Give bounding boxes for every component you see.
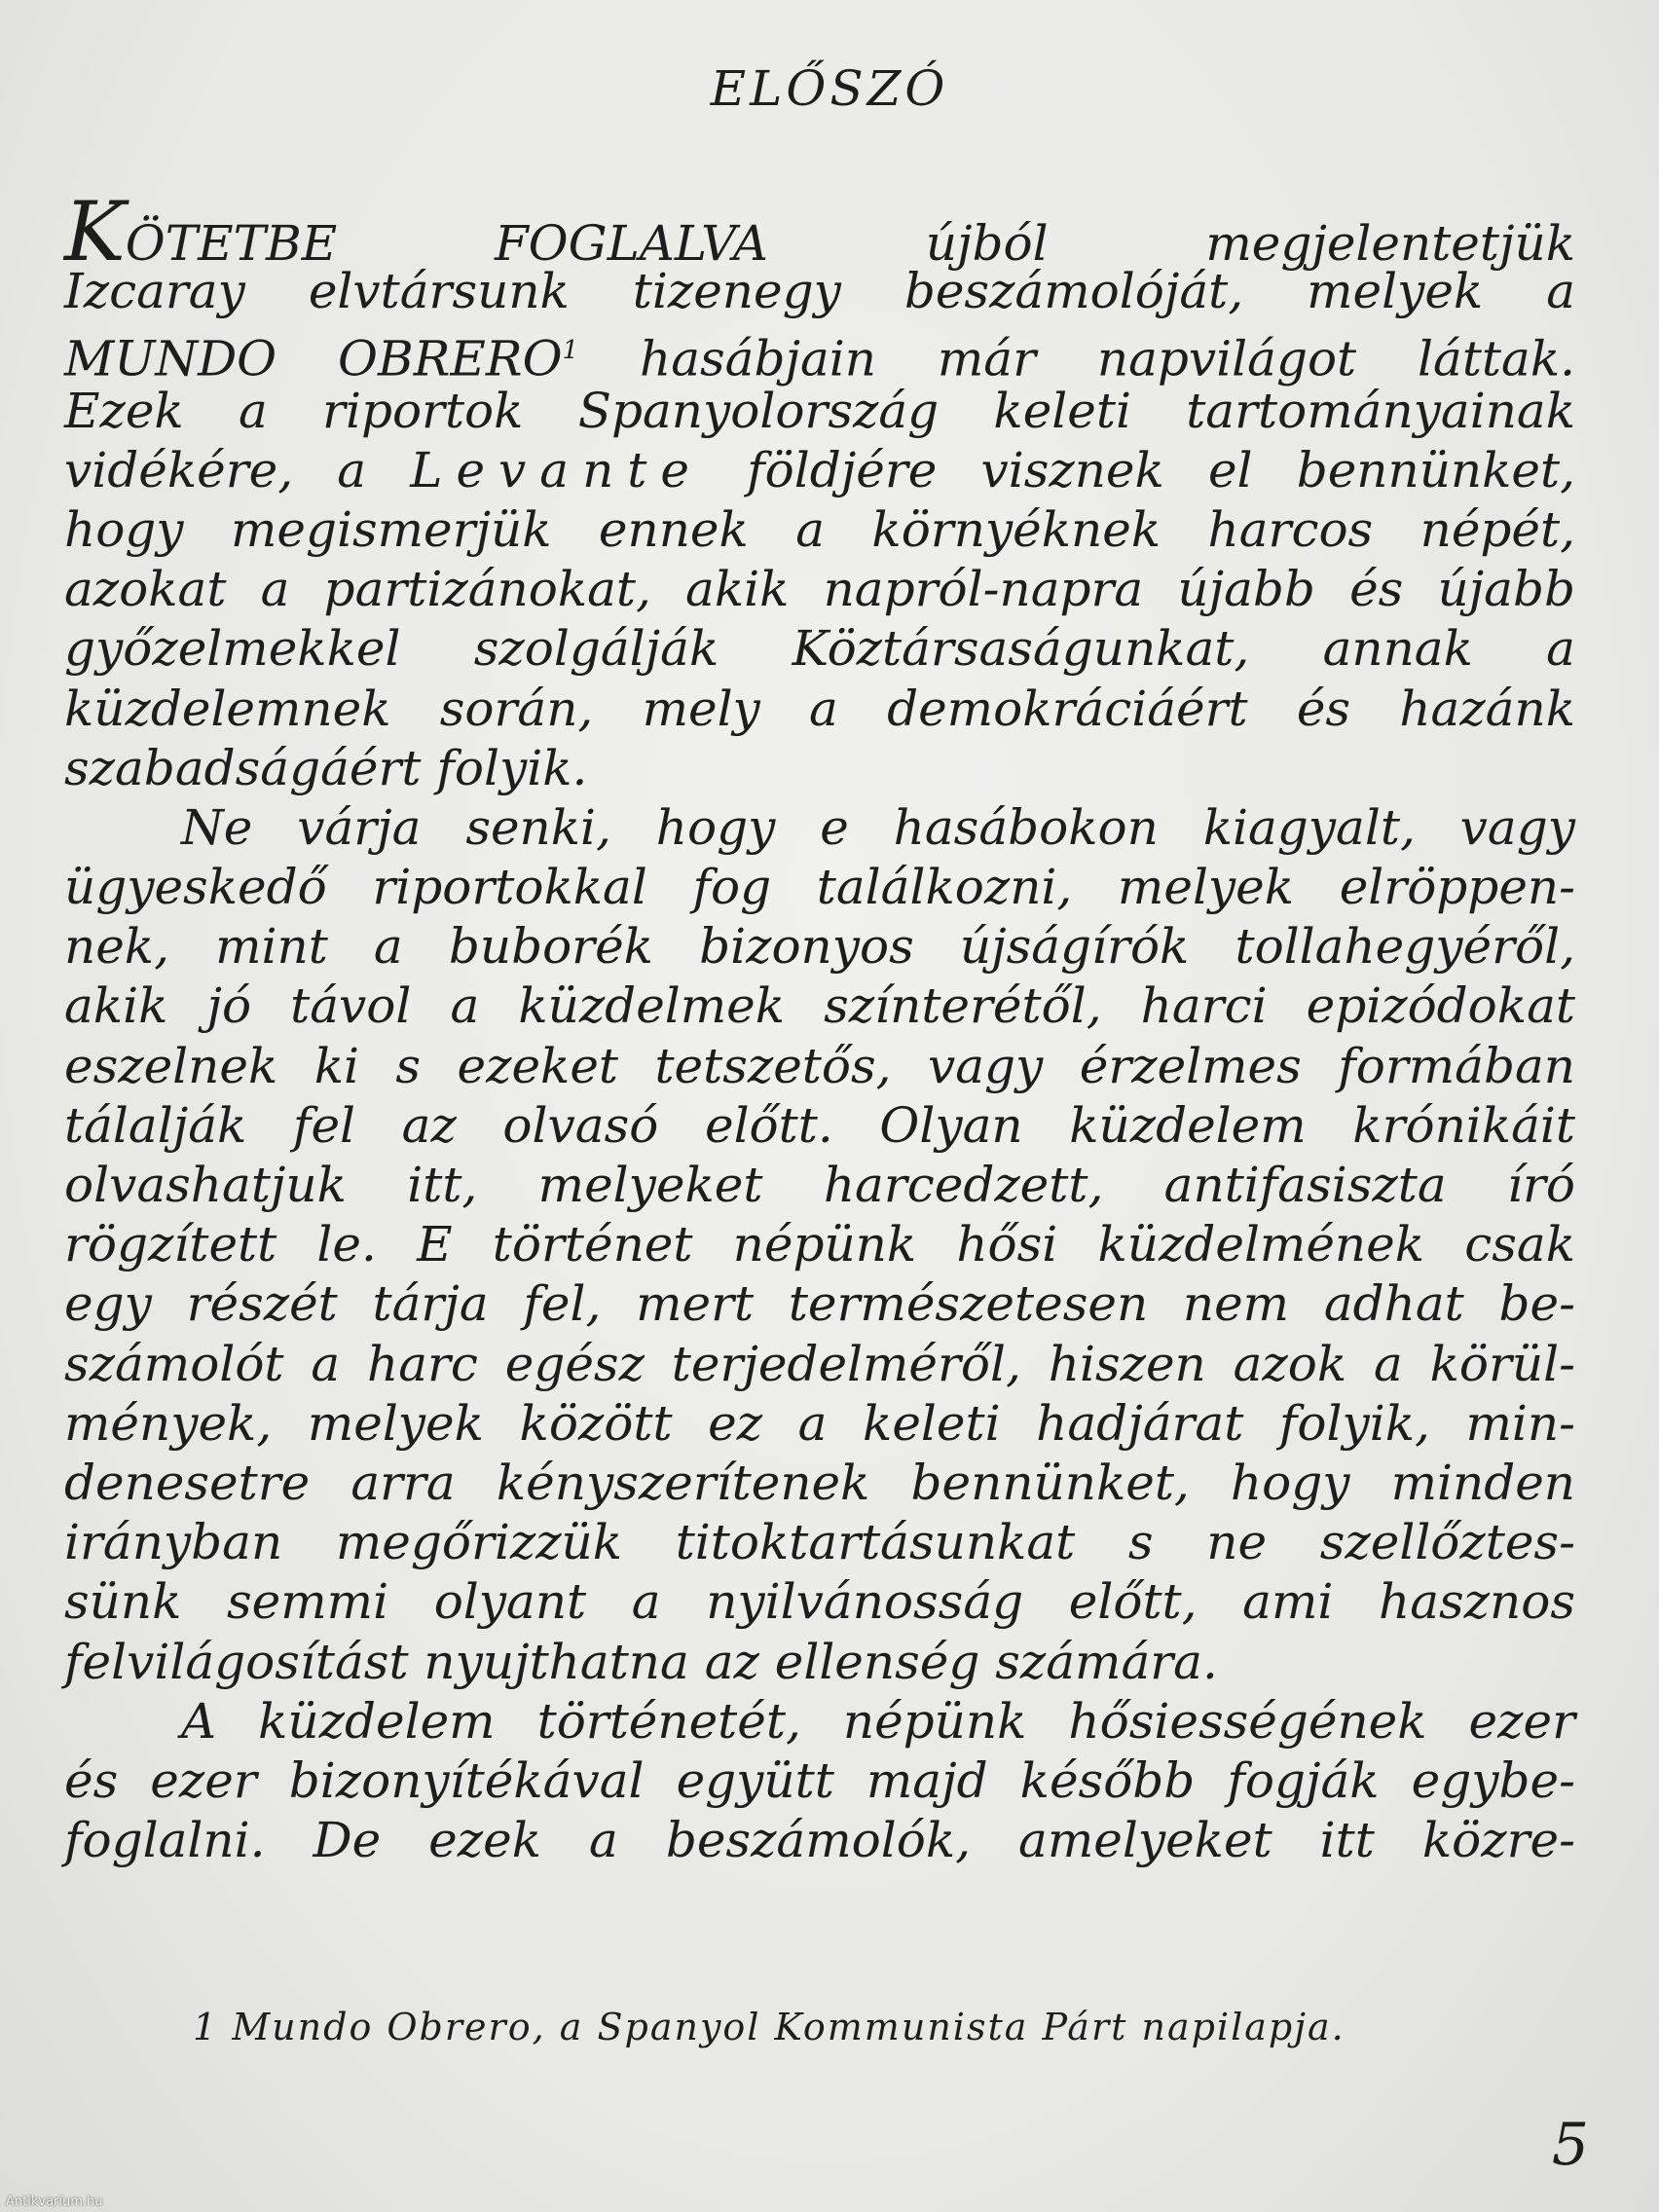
text-line: rögzített le. E történet népünk hősi küzdelmének csak bbox=[64, 1216, 1575, 1273]
text-line: Ne várja senki, hogy e hasábokon kiagyalt, vagy bbox=[181, 798, 1575, 856]
line-text: újból megjelentetjük bbox=[768, 215, 1575, 272]
text-line: akik jó távol a küzdelmek színterétől, harci epizódokat bbox=[64, 977, 1575, 1035]
text-line: és ezer bizonyítékával együtt majd később fogják egybe- bbox=[64, 1751, 1575, 1809]
text-line: irányban megőrizzük titoktartásunkat s ne szellőztes- bbox=[64, 1514, 1575, 1571]
text-line: Izcaray elvtársunk tizenegy beszámolóját, melyek a bbox=[64, 263, 1575, 320]
text-line: szabadságáért folyik. bbox=[64, 739, 588, 796]
text-line: ügyeskedő riportokkal fog találkozni, melyek elröppen- bbox=[64, 859, 1575, 916]
text-line: küzdelemnek során, mely a demokráciáért és hazánk bbox=[64, 680, 1575, 737]
text-line bbox=[64, 441, 1575, 500]
opening-words: ÖTETBE FOGLALVA bbox=[125, 215, 768, 272]
text-line: olvashatjuk itt, melyeket harcedzett, antifasiszta író bbox=[64, 1157, 1575, 1213]
text-line: mények, melyek között ez a keleti hadjárat folyik, min- bbox=[64, 1394, 1575, 1452]
text-line: hogy megismerjük ennek a környéknek harcos népét, bbox=[64, 500, 1575, 558]
emphasized-word: Levante bbox=[410, 441, 703, 498]
line-text: vidékére, a bbox=[64, 441, 411, 498]
page-title: ELŐSZÓ bbox=[710, 60, 949, 117]
text-line: győzelmekkel szolgálják Köztársaságunkat, annak a bbox=[64, 620, 1575, 678]
text-line: nek, mint a buborék bizonyos újságírók tollahegyéről, bbox=[64, 918, 1575, 976]
text-line: tálalják fel az olvasó előtt. Olyan küzdelem krónikáit bbox=[64, 1096, 1575, 1154]
text-line: denesetre arra kényszerítenek bennünket, hogy minden bbox=[64, 1454, 1575, 1511]
text-line bbox=[64, 184, 1575, 279]
page-number: 5 bbox=[1551, 2111, 1589, 2179]
text-line: sünk semmi olyant a nyilvánosság előtt, ami hasznos bbox=[64, 1573, 1575, 1631]
text-line: foglalni. De ezek a beszámolók, amelyeket itt közre- bbox=[64, 1812, 1575, 1869]
text-line: egy részét tárja fel, mert természetesen nem adhat be- bbox=[64, 1275, 1575, 1333]
watermark: Antikvarium.hu bbox=[6, 2194, 103, 2209]
text-line: számolót a harc egész terjedelméről, hiszen azok a körül- bbox=[64, 1335, 1575, 1392]
footnote-marker: 1 bbox=[562, 336, 579, 366]
line-text: földjére visznek el bennünket, bbox=[702, 441, 1575, 498]
line-text: hasábjain már napvilágot láttak. bbox=[578, 331, 1576, 388]
text-line bbox=[64, 321, 1576, 388]
text-line: A küzdelem történetét, népünk hősiességének ezer bbox=[181, 1692, 1575, 1750]
text-line: eszelnek ki s ezeket tetszetős, vagy érzelmes formában bbox=[64, 1037, 1575, 1094]
body-text bbox=[64, 184, 1576, 1870]
text-line: Ezek a riportok Spanyolország keleti tartományainak bbox=[64, 382, 1575, 439]
text-line: azokat a partizánokat, akik napról-napra újabb és újabb bbox=[64, 561, 1575, 618]
text-line: felvilágosítást nyujthatna az ellenség számára. bbox=[64, 1633, 1218, 1690]
footnote: 1 Mundo Obrero, a Spanyol Kommunista Párt napilapja. bbox=[193, 2006, 1346, 2048]
drop-cap: K bbox=[64, 184, 126, 279]
newspaper-name: MUNDO OBRERO bbox=[64, 331, 563, 388]
